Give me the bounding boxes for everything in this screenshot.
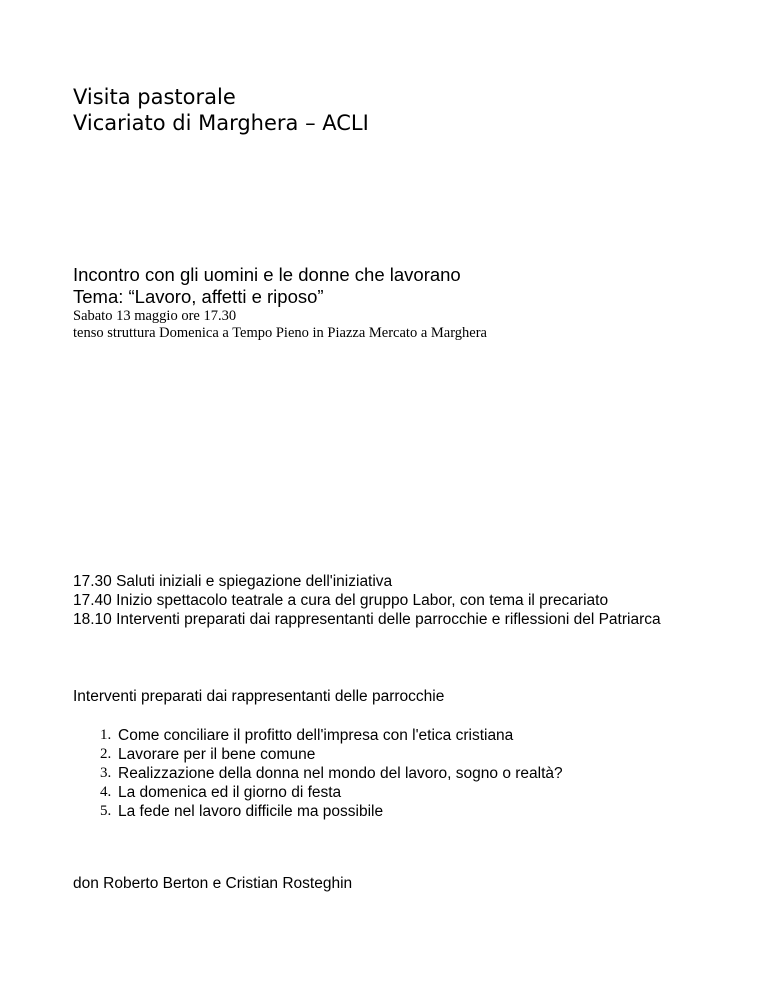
list-item-number: 5. (100, 803, 112, 819)
schedule-item: 18.10 Interventi preparati dai rappresentanti delle parrocchie e riflessioni del Patriarca (73, 611, 661, 628)
list-item-number: 3. (100, 765, 112, 781)
list-item (100, 802, 563, 821)
event-title: Incontro con gli uomini e le donne che lavorano (73, 264, 461, 285)
interventi-heading: Interventi preparati dai rappresentanti delle parrocchie (73, 688, 445, 705)
document-header (73, 84, 369, 136)
list-item (100, 783, 563, 802)
event-location: tenso struttura Domenica a Tempo Pieno in Piazza Mercato a Marghera (73, 325, 487, 341)
event-theme: Tema: “Lavoro, affetti e riposo” (73, 286, 324, 307)
list-item-text: La domenica ed il giorno di festa (118, 784, 342, 801)
header-line-visit: Visita pastorale (73, 85, 236, 109)
schedule (73, 572, 695, 629)
header-line-vicariate: Vicariato di Marghera – ACLI (73, 111, 369, 135)
list-item-number: 1. (100, 727, 112, 743)
list-item-text: Come conciliare il profitto dell'impresa con l'etica cristiana (118, 727, 514, 744)
event-info (73, 264, 487, 342)
signature: don Roberto Berton e Cristian Rosteghin (73, 875, 353, 892)
list-item-text: Lavorare per il bene comune (118, 746, 316, 763)
event-date: Sabato 13 maggio ore 17.30 (73, 308, 237, 324)
list-item-text: La fede nel lavoro difficile ma possibile (118, 803, 384, 820)
topics-list (100, 726, 563, 821)
schedule-item: 17.30 Saluti iniziali e spiegazione dell'iniziativa (73, 573, 393, 590)
list-item-text: Realizzazione della donna nel mondo del lavoro, sogno o realtà? (118, 765, 563, 782)
list-item (100, 745, 563, 764)
list-item (100, 764, 563, 783)
list-item-number: 4. (100, 784, 112, 800)
list-item-number: 2. (100, 746, 112, 762)
schedule-item: 17.40 Inizio spettacolo teatrale a cura del gruppo Labor, con tema il precariato (73, 592, 609, 609)
list-item (100, 726, 563, 745)
